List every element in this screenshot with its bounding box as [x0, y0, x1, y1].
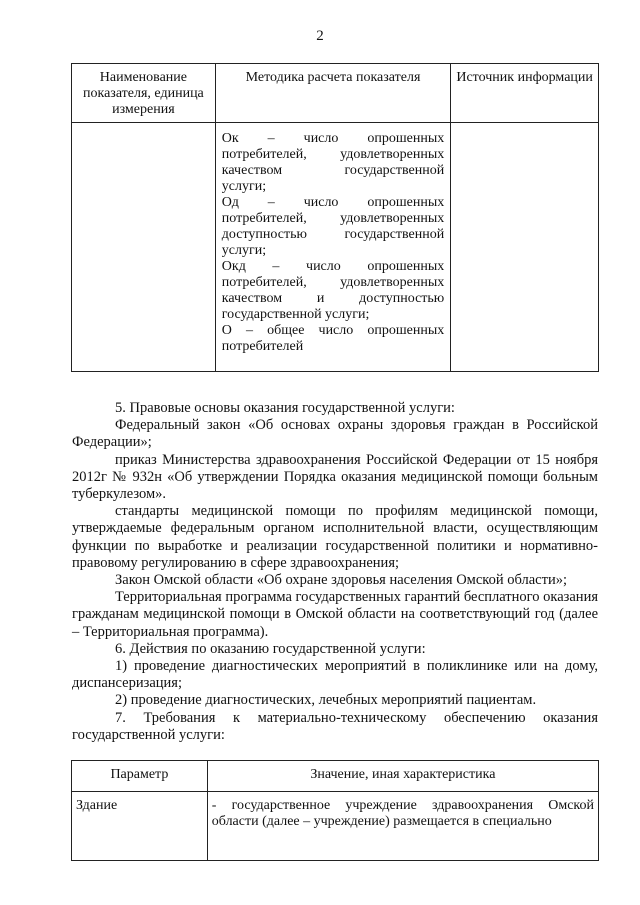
paragraph: стандарты медицинской помощи по профилям медицинской помощи, утверждаемые федеральным органом исполнительной власти, осуществляющим функции по выработке и реализации государственной политики и нормативно-правовому регулированию в сфере здравоохранения; — [72, 503, 598, 571]
body-text — [72, 400, 598, 744]
definition-line: услуги; — [221, 243, 267, 258]
paragraph: Закон Омской области «Об охране здоровья населения Омской области»; — [115, 572, 567, 589]
definition-line: Ок – число опрошенных — [221, 131, 445, 146]
header-value: Значение, иная характеристика — [207, 761, 598, 792]
definition-line: потребителей, удовлетворенных — [221, 275, 445, 290]
paragraph: приказ Министерства здравоохранения Российской Федерации от 15 ноября 2012г № 932н «Об утверждении Порядка оказания медицинской помощи больным туберкулезом». — [72, 451, 598, 503]
definition-line: Од – число опрошенных — [221, 195, 445, 210]
definition-line: доступностью государственной — [221, 227, 445, 242]
paragraph: Федеральный закон «Об основах охраны здоровья граждан в Российской Федерации»; — [72, 417, 598, 451]
definition-line: услуги; — [221, 179, 267, 194]
definition-line: качеством государственной — [221, 163, 445, 178]
cell-value: - государственное учреждение здравоохранения Омской области (далее – учреждение) размещается в специально — [207, 792, 598, 861]
paragraph: 2) проведение диагностических, лечебных мероприятий пациентам. — [115, 692, 537, 709]
requirements-table — [71, 760, 599, 861]
paragraph: 6. Действия по оказанию государственной услуги: — [115, 640, 426, 657]
cell-indicator-empty — [72, 123, 216, 372]
paragraph: 5. Правовые основы оказания государственной услуги: — [115, 400, 455, 416]
definition-line: качеством и доступностью — [221, 291, 445, 306]
header-indicator-name: Наименование показателя, единица измерения — [72, 64, 216, 123]
definition-line: потребителей — [221, 339, 304, 354]
indicator-table — [71, 63, 599, 372]
paragraph: 7. Требования к материально-техническому обеспечению оказания государственной услуги: — [72, 709, 598, 743]
definition-line: Окд – число опрошенных — [221, 259, 445, 274]
page-number: 2 — [316, 28, 324, 44]
definition-line: государственной услуги; — [221, 307, 370, 322]
header-parameter: Параметр — [72, 761, 208, 792]
definitions-cell — [215, 123, 450, 372]
definition-line: потребителей, удовлетворенных — [221, 147, 445, 162]
paragraph: Территориальная программа государственных гарантий бесплатного оказания гражданам медицинской помощи в Омской области на соответствующий год (далее – Территориальная программа). — [72, 589, 598, 640]
definition-line: потребителей, удовлетворенных — [221, 211, 445, 226]
cell-parameter: Здание — [72, 792, 208, 861]
header-method: Методика расчета показателя — [215, 64, 450, 123]
paragraph: 1) проведение диагностических мероприятий в поликлинике или на дому, диспансеризация; — [72, 658, 598, 692]
cell-source-empty — [451, 123, 599, 372]
header-source: Источник информации — [451, 64, 599, 123]
definition-line: О – общее число опрошенных — [221, 323, 445, 338]
